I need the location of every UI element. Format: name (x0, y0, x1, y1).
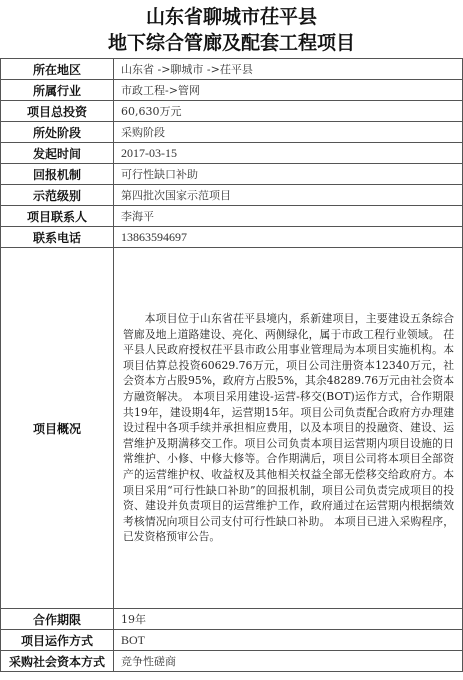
label-demo-level: 示范级别 (1, 185, 114, 206)
label-overview: 项目概况 (1, 248, 114, 609)
label-return-mechanism: 回报机制 (1, 164, 114, 185)
row-cooperation-period (1, 609, 463, 630)
row-stage (1, 122, 463, 143)
value-procurement-method: 竞争性磋商 (114, 651, 463, 672)
title-line-2: 地下综合管廊及配套工程项目 (107, 32, 355, 54)
label-region: 所在地区 (1, 59, 114, 80)
value-region: 山东省 ->聊城市 ->茌平县 (114, 59, 463, 80)
value-return-mechanism: 可行性缺口补助 (114, 164, 463, 185)
row-operation-mode (1, 630, 463, 651)
label-total-investment: 项目总投资 (1, 101, 114, 122)
value-industry: 市政工程->管网 (114, 80, 463, 101)
label-industry: 所属行业 (1, 80, 114, 101)
document-title (0, 4, 463, 56)
row-launch-date (1, 143, 463, 164)
label-launch-date: 发起时间 (1, 143, 114, 164)
title-line-1: 山东省聊城市茌平县 (145, 6, 317, 28)
row-contact-phone (1, 227, 463, 248)
row-procurement-method (1, 651, 463, 672)
label-contact-person: 项目联系人 (1, 206, 114, 227)
value-cooperation-period: 19年 (114, 609, 463, 630)
label-operation-mode: 项目运作方式 (1, 630, 114, 651)
row-industry (1, 80, 463, 101)
value-operation-mode: BOT (114, 630, 463, 651)
label-stage: 所处阶段 (1, 122, 114, 143)
value-contact-person: 李海平 (114, 206, 463, 227)
value-launch-date: 2017-03-15 (114, 143, 463, 164)
value-total-investment: 60,630万元 (114, 101, 463, 122)
row-return-mechanism (1, 164, 463, 185)
project-info-table (0, 58, 463, 672)
row-contact-person (1, 206, 463, 227)
value-contact-phone: 13863594697 (114, 227, 463, 248)
label-cooperation-period: 合作期限 (1, 609, 114, 630)
row-region (1, 59, 463, 80)
label-contact-phone: 联系电话 (1, 227, 114, 248)
overview-text: 本项目位于山东省茌平县境内，系新建项目，主要建设五条综合管廊及地上道路建设、亮化、两侧绿化，属于市政工程行业领域。 茌平县人民政府授权茌平县市政公用事业管理局为本项目实施机构。本项目估算总投资60629.76万元，项目公司注册资本12340万元，社会资本方占股95%，政府方占股5%，其余48289.76万元由社会资本方融资解决。 本项目采用建设-运营-移交(BOT)运作方式，合作期限共19年，建设期4年，运营期15年。项目公司负责配合政府方办理建设过程中各项手续并承担相应费用，以及本项目的投融资、建设、运营维护及期满移交工作。项目公司负责本项目运营期内项目设施的日常维护、小修、中修大修等。合作期满后，项目公司将本项目全部资产的运营维护权、收益权及其他相关权益全部无偿移交给政府方。本项目采用“可行性缺口补助”的回报机制，项目公司负责完成项目的投资、建设并负责项目的运营维护工作，政府通过在运营期内根据绩效考核情况向项目公司支付可行性缺口补助。 本项目已进入采购程序，已发资格预审公告。 (123, 312, 454, 544)
row-demo-level (1, 185, 463, 206)
value-demo-level: 第四批次国家示范项目 (114, 185, 463, 206)
row-total-investment (1, 101, 463, 122)
value-stage: 采购阶段 (114, 122, 463, 143)
label-procurement-method: 采购社会资本方式 (1, 651, 114, 672)
value-overview (114, 248, 463, 609)
row-overview (1, 248, 463, 609)
